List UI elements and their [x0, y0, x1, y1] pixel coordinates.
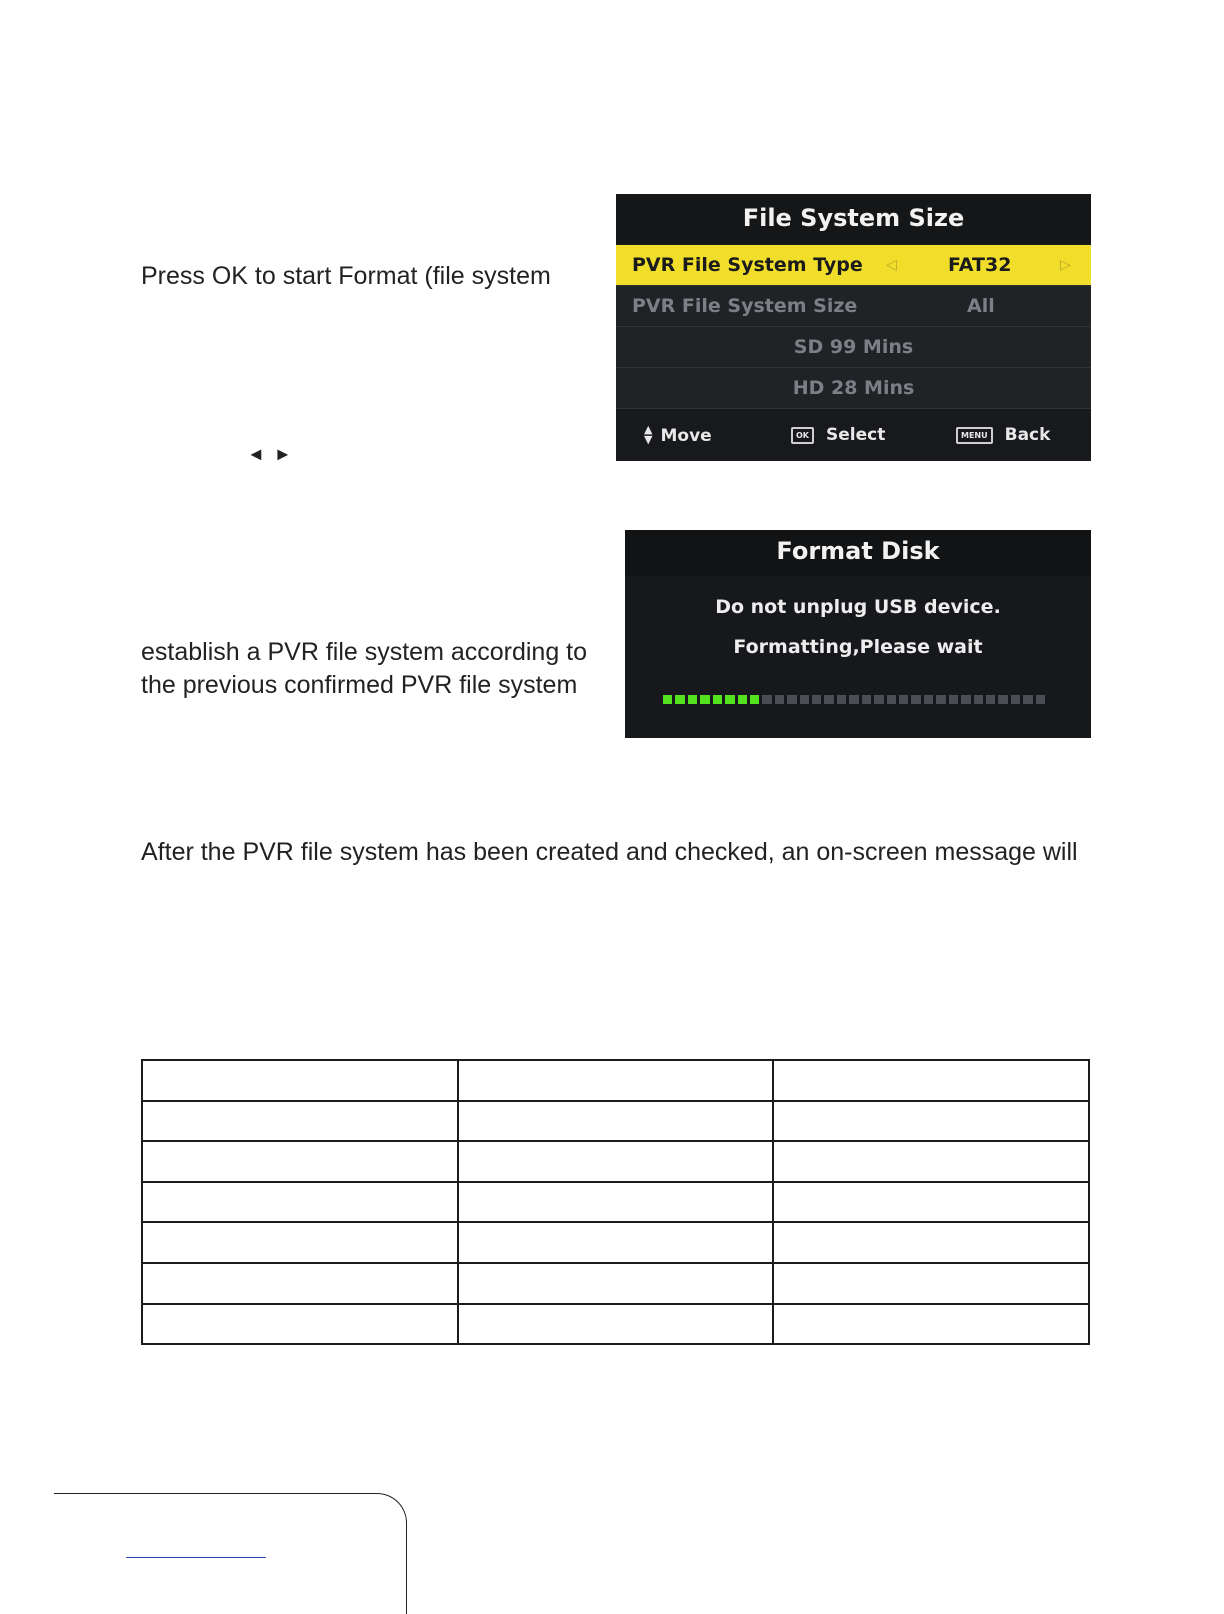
progress-segment	[862, 695, 871, 704]
table-cell	[142, 1182, 458, 1223]
left-right-arrows-icon: ◄ ►	[247, 444, 294, 464]
back-label: Back	[1004, 425, 1051, 445]
file-system-size-title: File System Size	[616, 194, 1091, 244]
table-cell	[773, 1060, 1089, 1101]
menu-row-label: PVR File System Size	[632, 295, 858, 317]
select-label: Select	[826, 425, 886, 445]
menu-row-sd-mins: SD 99 Mins	[616, 327, 1091, 368]
progress-segment	[1036, 695, 1045, 704]
table-cell	[458, 1222, 774, 1263]
progress-segment	[936, 695, 945, 704]
footer-link[interactable]	[126, 1557, 266, 1558]
table-cell	[773, 1222, 1089, 1263]
select-hint	[791, 425, 885, 445]
table-cell	[142, 1101, 458, 1142]
table-cell	[458, 1101, 774, 1142]
progress-segment	[874, 695, 883, 704]
unplug-warning: Do not unplug USB device.	[715, 596, 1001, 618]
table-cell	[458, 1141, 774, 1182]
format-disk-screen	[625, 530, 1091, 738]
progress-segment	[1011, 695, 1020, 704]
instruction-after-created: After the PVR file system has been created and checked, an on-screen message will	[141, 838, 1078, 866]
progress-segment	[725, 695, 734, 704]
progress-segment	[899, 695, 908, 704]
table-cell	[142, 1141, 458, 1182]
table-cell	[458, 1182, 774, 1223]
table-row	[142, 1263, 1089, 1304]
progress-segment	[750, 695, 759, 704]
table-cell	[142, 1304, 458, 1345]
progress-segment	[787, 695, 796, 704]
progress-segment	[812, 695, 821, 704]
table-cell	[458, 1263, 774, 1304]
progress-segment	[911, 695, 920, 704]
table-cell	[142, 1263, 458, 1304]
footer-tab	[54, 1493, 407, 1614]
move-hint	[644, 425, 712, 446]
table-row	[142, 1222, 1089, 1263]
file-system-size-screen	[616, 194, 1091, 461]
format-progress-bar	[663, 695, 1045, 704]
table-cell	[773, 1182, 1089, 1223]
table-cell	[773, 1101, 1089, 1142]
progress-segment	[974, 695, 983, 704]
table-cell	[458, 1304, 774, 1345]
progress-segment	[800, 695, 809, 704]
progress-segment	[986, 695, 995, 704]
progress-segment	[961, 695, 970, 704]
instruction-press-ok: Press OK to start Format (file system	[141, 262, 551, 290]
progress-segment	[824, 695, 833, 704]
table-row	[142, 1141, 1089, 1182]
menu-row-value: All	[967, 295, 995, 317]
formatting-status: Formatting,Please wait	[733, 636, 983, 658]
progress-segment	[688, 695, 697, 704]
menu-footer	[616, 409, 1091, 461]
up-down-arrow-icon: ▲ ▼	[644, 423, 653, 446]
menu-row-label: PVR File System Type	[632, 254, 863, 276]
table-row	[142, 1182, 1089, 1223]
menu-row-value: FAT32	[948, 254, 1012, 276]
table-row	[142, 1101, 1089, 1142]
instruction-line-a: establish a PVR file system according to	[141, 638, 588, 666]
progress-segment	[700, 695, 709, 704]
progress-segment	[998, 695, 1007, 704]
progress-segment	[713, 695, 722, 704]
instruction-establish-pvr	[141, 636, 587, 702]
table-cell	[142, 1222, 458, 1263]
left-arrow-icon[interactable]: ◁	[886, 257, 897, 273]
table-cell	[142, 1060, 458, 1101]
progress-segment	[924, 695, 933, 704]
ok-key-icon: OK	[791, 427, 814, 444]
progress-segment	[675, 695, 684, 704]
table-cell	[773, 1304, 1089, 1345]
table-cell	[773, 1141, 1089, 1182]
menu-row-hd-mins: HD 28 Mins	[616, 368, 1091, 409]
instruction-line-b: the previous confirmed PVR file system	[141, 671, 578, 699]
progress-segment	[849, 695, 858, 704]
progress-segment	[1023, 695, 1032, 704]
table-row	[142, 1060, 1089, 1101]
table-cell	[773, 1263, 1089, 1304]
progress-segment	[663, 695, 672, 704]
progress-segment	[887, 695, 896, 704]
table-cell	[458, 1060, 774, 1101]
menu-row-pvr-file-system-type[interactable]	[616, 245, 1091, 286]
move-label: Move	[660, 426, 712, 446]
menu-row-pvr-file-system-size[interactable]	[616, 286, 1091, 327]
table-row	[142, 1304, 1089, 1345]
back-hint	[956, 425, 1050, 445]
data-table	[141, 1059, 1090, 1345]
progress-segment	[949, 695, 958, 704]
progress-segment	[738, 695, 747, 704]
progress-segment	[762, 695, 771, 704]
right-arrow-icon[interactable]: ▷	[1060, 257, 1071, 273]
progress-segment	[775, 695, 784, 704]
progress-segment	[837, 695, 846, 704]
menu-key-icon: MENU	[956, 427, 993, 444]
format-disk-title: Format Disk	[625, 530, 1091, 576]
